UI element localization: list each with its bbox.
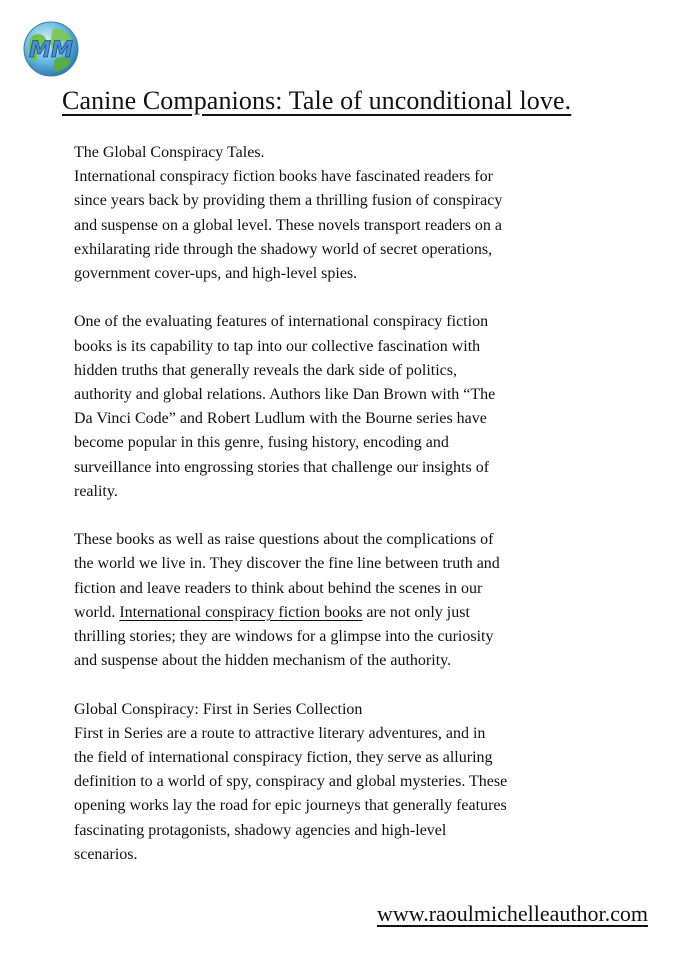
text-line: the field of international conspiracy fiction, they serve as alluring: [74, 749, 493, 767]
text-line: Da Vinci Code” and Robert Ludlum with the Bourne series have: [74, 410, 487, 428]
logo-text: MM: [29, 38, 73, 63]
text-line: authority and global relations. Authors like Dan Brown with “The: [74, 386, 496, 404]
text-line: and suspense on a global level. These novels transport readers on a: [74, 216, 503, 234]
text-line: These books as well as raise questions about the complications of: [74, 531, 494, 549]
text-line: Global Conspiracy: First in Series Collection: [74, 700, 363, 718]
text-fragment: world.: [74, 603, 120, 621]
section-questions: [74, 528, 594, 673]
text-line: surveillance into engrossing stories that challenge our insights of: [74, 458, 490, 476]
website-link[interactable]: www.raoulmichelleauthor.com: [376, 901, 648, 926]
text-line: scenarios.: [74, 845, 138, 863]
text-line: exhilarating ride through the shadowy world of secret operations,: [74, 240, 493, 258]
text-line-with-link: [74, 601, 594, 625]
text-line: become popular in this genre, fusing history, encoding and: [74, 434, 449, 452]
text-line: the world we live in. They discover the fine line between truth and: [74, 555, 500, 573]
section-first-in-series: [74, 698, 594, 867]
text-line: First in Series are a route to attractive literary adventures, and in: [74, 724, 486, 742]
text-line: opening works lay the road for epic journeys that generally features: [74, 797, 507, 815]
text-line: definition to a world of spy, conspiracy and global mysteries. These: [74, 773, 508, 791]
conspiracy-books-link[interactable]: International conspiracy fiction books: [119, 603, 363, 621]
article-body: [74, 141, 594, 891]
text-line: government cover-ups, and high-level spies.: [74, 265, 358, 283]
text-line: reality.: [74, 482, 118, 500]
section-evaluating-features: [74, 310, 594, 504]
text-fragment: are not only just: [362, 603, 470, 621]
text-line: and suspense about the hidden mechanism of the authority.: [74, 652, 452, 670]
text-line: One of the evaluating features of international conspiracy fiction: [74, 313, 489, 331]
globe-logo-icon: [17, 20, 85, 78]
text-line: International conspiracy fiction books have fascinated readers for: [74, 168, 493, 186]
text-line: hidden truths that generally reveals the dark side of politics,: [74, 361, 457, 379]
text-line: thrilling stories; they are windows for a glimpse into the curiosity: [74, 628, 494, 646]
page-title: Canine Companions: Tale of unconditional love.: [62, 86, 572, 115]
section-global-conspiracy-tales: [74, 141, 594, 286]
text-line: books is its capability to tap into our collective fascination with: [74, 337, 481, 355]
text-line: fascinating protagonists, shadowy agencies and high-level: [74, 821, 447, 839]
text-line: since years back by providing them a thrilling fusion of conspiracy: [74, 192, 503, 210]
text-line: fiction and leave readers to think about behind the scenes in our: [74, 579, 483, 597]
text-line: The Global Conspiracy Tales.: [74, 144, 265, 161]
